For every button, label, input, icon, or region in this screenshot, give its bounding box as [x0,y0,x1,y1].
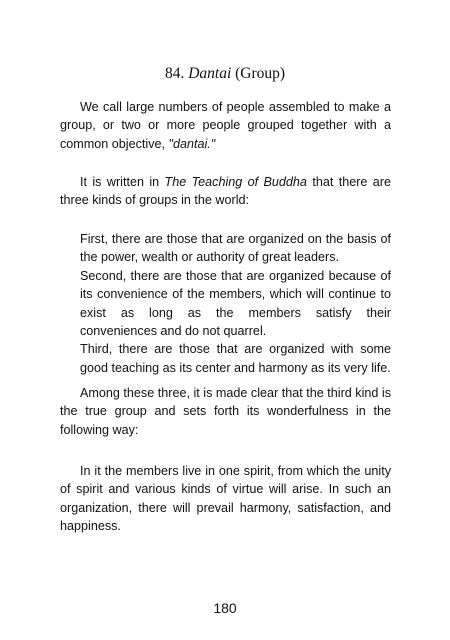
definition-term: "dantai." [168,136,216,151]
list-item-second-group: Second, there are those that are organized because of its convenience of the members, which will continue to exist as long as the members satisfy their conveniences and do not quarrel. [80,268,391,339]
harmony-text: In it the members live in one spirit, from which the unity of spirit and various kinds of virtue will arise. In such an organization, there will prevail harmony, satisfaction, and happiness. [60,464,391,534]
paragraph-harmony [60,462,391,536]
list-item-first-group: First, there are those that are organized on the basis of the power, wealth or authority of great leaders. [80,232,391,265]
paragraph-true-group [60,384,391,439]
source-text-before: It is written in [80,175,165,189]
group-kinds-list [80,230,391,377]
paragraph-source [60,173,391,210]
section-term: Dantai [188,65,232,82]
section-gloss: (Group) [235,65,286,82]
definition-text: We call large numbers of people assembled to make a group, or two or more people grouped together with a common objective, [60,100,391,151]
book-title: The Teaching of Buddha [164,175,307,189]
page-number: 180 [213,600,237,616]
source-text-after: that there are three kinds of groups in the world: [60,175,391,208]
true-group-text: Among these three, it is made clear that the third kind is the true group and sets forth its wonderfulness in the following way: [60,386,391,437]
section-title [0,64,450,84]
section-number: 84. [164,65,185,82]
paragraph-definition [60,98,391,153]
list-item-third-group: Third, there are those that are organized with some good teaching as its center and harmony as its very life. [80,342,391,375]
